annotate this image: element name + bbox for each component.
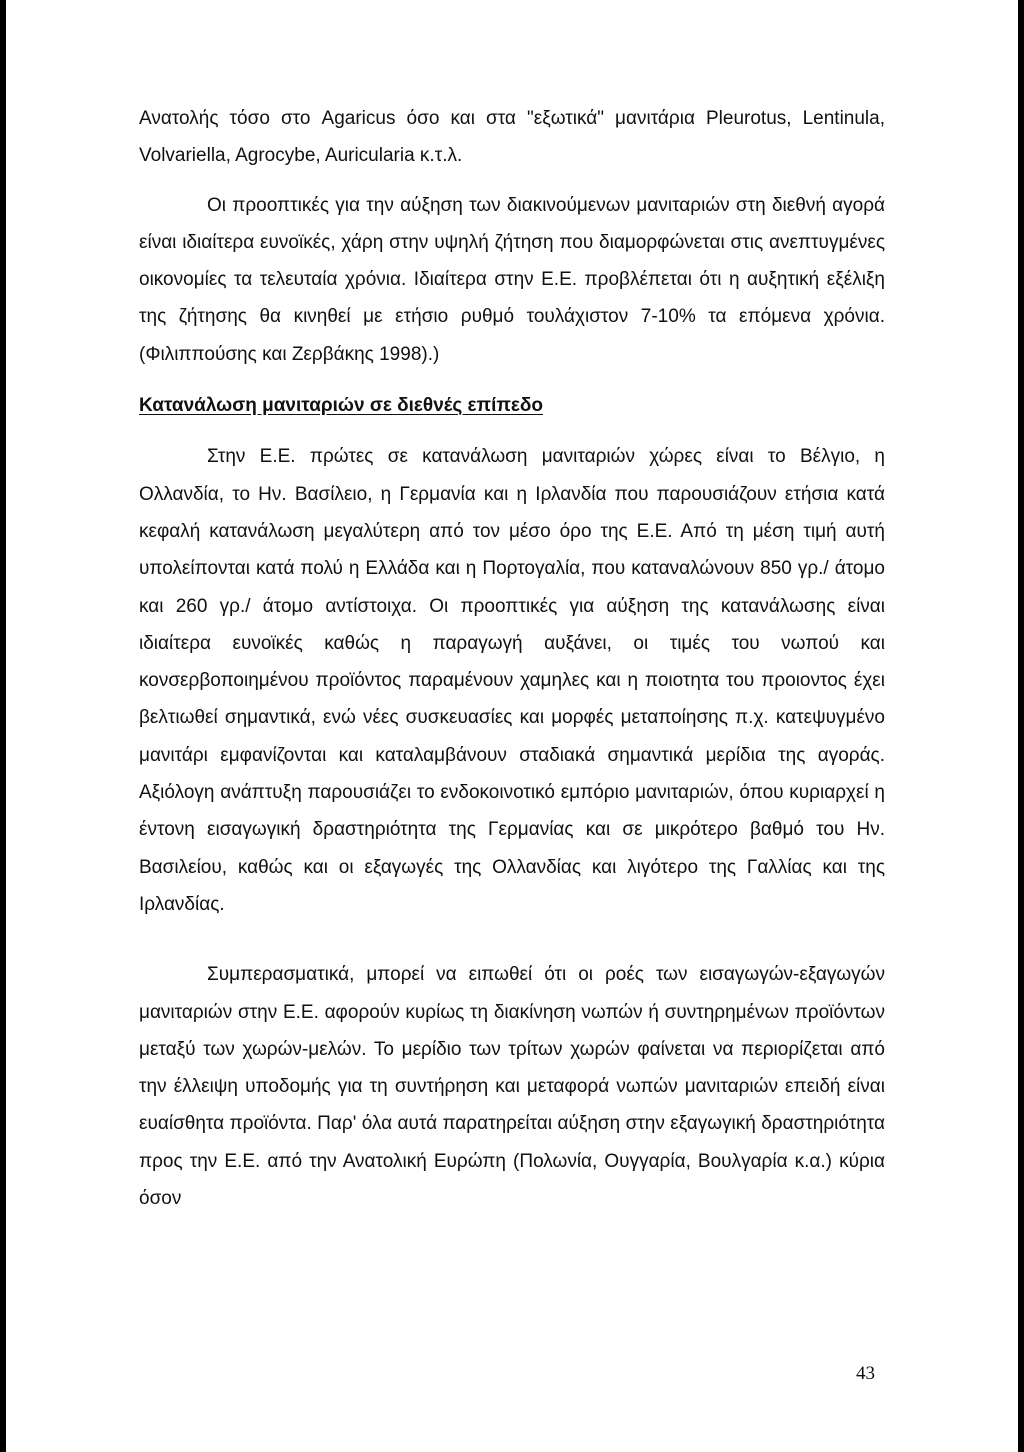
page-number: 43: [856, 1363, 875, 1384]
paragraph-conclusion: Συμπερασματικά, μπορεί να ειπωθεί ότι οι ροές των εισαγωγών-εξαγωγών μανιταριών στην Ε.Ε. αφορούν κυρίως τη διακίνηση νωπών ή συντηρημένων προϊόντων μεταξύ των χωρών-μελών. Το μερίδιο των τρίτων χωρών φαίνεται να περιορίζεται από την έλλειψη υποδομής για τη συντήρηση και μεταφορά νωπών μανιταριών επειδή είναι ευαίσθητα προϊόντα. Παρ' όλα αυτά παρατηρείται αύξηση στην εξαγωγική δραστηριότητα προς την Ε.Ε. από την Ανατολική Ευρώπη (Πολωνία, Ουγγαρία, Βουλγαρία κ.α.) κύρια όσον: [139, 964, 885, 1210]
document-page: [6, 0, 1018, 1452]
paragraph-consumption: Στην Ε.Ε. πρώτες σε κατανάλωση μανιταριών χώρες είναι το Βέλγιο, η Ολλανδία, το Ην. Βασίλειο, η Γερμανία και η Ιρλανδία που παρουσιάζουν ετήσια κατά κεφαλή κατανάλωση μεγαλύτερη από τον μέσο όρο της Ε.Ε. Από τη μέση τιμή αυτή υπολείπονται κατά πολύ η Ελλάδα και η Πορτογαλία, που καταναλώνουν 850 γρ./ άτομο και 260 γρ./ άτομο αντίστοιχα. Οι προοπτικές για αύξηση της κατανάλωσης είναι ιδιαίτερα ευνοϊκές καθώς η παραγωγή αυξάνει, οι τιμές του νωπού και κονσερβοποιημένου προϊόντος παραμένουν χαμηλες και η ποιοτητα του προιοντος έχει βελτιωθεί σημαντικά, ενώ νέες συσκευασίες και μορφές μεταποίησης π.χ. κατεψυγμένο μανιτάρι εμφανίζονται και καταλαμβάνουν σταδιακά σημαντικά μερίδια της αγοράς. Αξιόλογη ανάπτυξη παρουσιάζει το ενδοκοινοτικό εμπόριο μανιταριών, όπου κυριαρχεί η έντονη εισαγωγική δραστηριότητα της Γερμανίας και σε μικρότερο βαθμό του Ην. Βασιλείου, καθώς και οι εξαγωγές της Ολλανδίας και λιγότερο της Γαλλίας και της Ιρλανδίας.: [139, 446, 885, 915]
document-body: [139, 100, 885, 1217]
paragraph-continued: Ανατολής τόσο στο Agaricus όσο και στα "εξωτικά" μανιτάρια Pleurotus, Lentinula, Volvariella, Agrocybe, Auricularia κ.τ.λ.: [139, 108, 885, 167]
section-heading: Κατανάλωση μανιταριών σε διεθνές επίπεδο: [139, 395, 544, 417]
paragraph-outlook: Οι προοπτικές για την αύξηση των διακινούμενων μανιταριών στη διεθνή αγορά είναι ιδιαίτερα ευνοϊκές, χάρη στην υψηλή ζήτηση που διαμορφώνεται στις ανεπτυγμένες οικονομίες τα τελευταία χρόνια. Ιδιαίτερα στην Ε.Ε. προβλέπεται ότι η αυξητική εξέλιξη της ζήτησης θα κινηθεί με ετήσιο ρυθμό τουλάχιστον 7-10% τα επόμενα χρόνια. (Φιλιππούσης και Ζερβάκης 1998).): [139, 194, 885, 365]
